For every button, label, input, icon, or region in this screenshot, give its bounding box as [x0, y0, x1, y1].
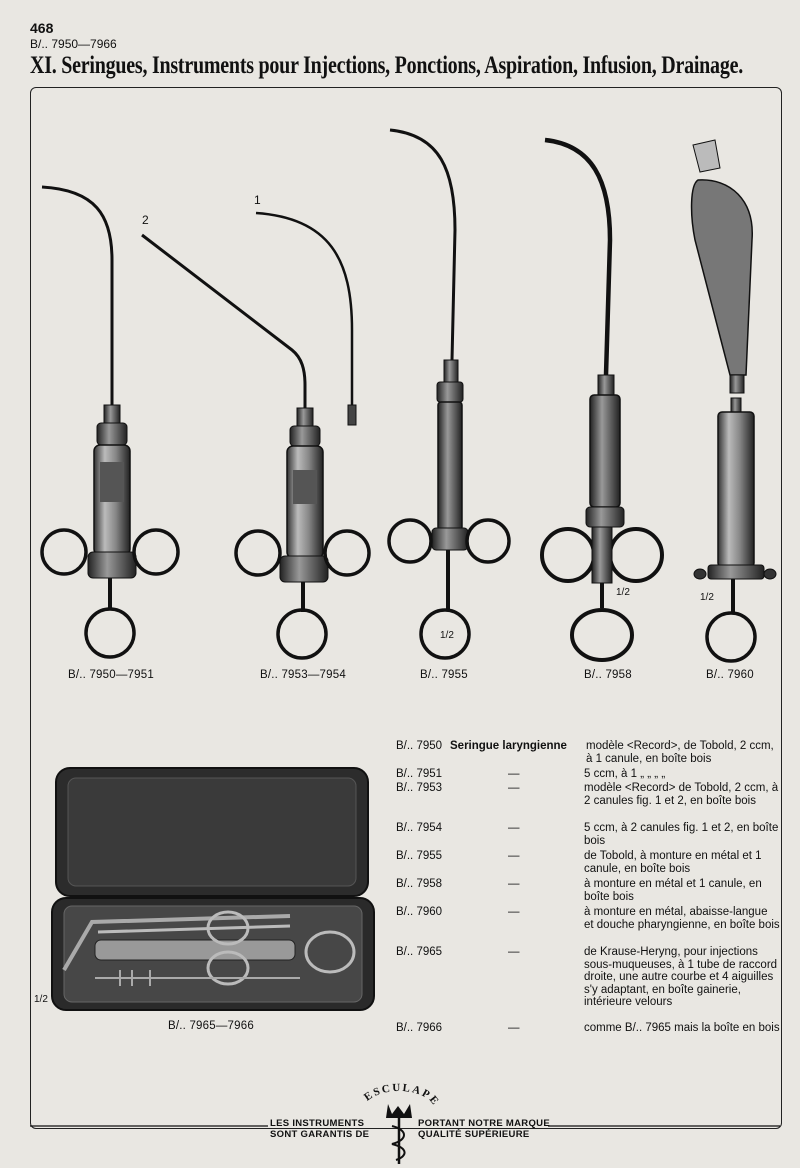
footer-right-line1: PORTANT NOTRE MARQUE — [418, 1118, 550, 1129]
page-title: XI. Seringues, Instruments pour Injections, Ponctions, Aspiration, Infusion, Drainage. — [30, 52, 743, 79]
footer-right — [418, 1118, 550, 1140]
item-dash: — — [508, 768, 520, 780]
syringe-7950-illustration — [42, 187, 178, 657]
item-text: de Tobold, à monture en métal et 1 canule, en boîte bois — [584, 850, 762, 875]
scale-label-case: 1/2 — [34, 994, 48, 1005]
item-dash: — — [508, 850, 520, 862]
item-code: B/.. 7960 — [396, 906, 443, 918]
item-code: B/.. 7955 — [396, 850, 443, 862]
item-text: 5 ccm, à 1 „ „ „ „ — [584, 768, 666, 780]
syringe-7960-illustration — [692, 140, 776, 661]
caption-7958: B/.. 7958 — [584, 669, 632, 681]
footer-right-line2: QUALITÉ SUPÉRIEURE — [418, 1129, 530, 1140]
page-number: 468 — [30, 20, 54, 36]
item-dash: — — [508, 946, 520, 958]
item-dash: — — [508, 1022, 520, 1034]
item-code: B/.. 7953 — [396, 782, 443, 794]
item-dash: — — [508, 782, 520, 794]
syringe-7958-illustration — [542, 140, 662, 660]
item-text: comme B/.. 7965 mais la boîte en bois — [584, 1022, 780, 1034]
svg-text:ESCULAPE — [362, 1082, 442, 1109]
item-text: modèle <Record>, de Tobold, 2 ccm, à 1 canule, en boîte bois — [586, 740, 774, 765]
footer-left-line1: LES INSTRUMENTS — [270, 1118, 365, 1129]
footer-left-line2: SONT GARANTIS DE — [270, 1129, 370, 1140]
syringe-7953-illustration — [142, 213, 369, 658]
item-code: B/.. 7954 — [396, 822, 443, 834]
caption-7960: B/.. 7960 — [706, 669, 754, 681]
item-code: B/.. 7950 — [396, 740, 443, 752]
caption-7953-7954: B/.. 7953—7954 — [260, 669, 346, 681]
scale-label-7958: 1/2 — [616, 587, 630, 598]
logo-text: ESCULAPE — [361, 1081, 442, 1109]
esculape-logo — [30, 1082, 780, 1164]
item-code: B/.. 7965 — [396, 946, 443, 958]
syringe-7955-illustration — [389, 130, 509, 658]
item-dash: — — [508, 906, 520, 918]
reference-range: B/.. 7950—7966 — [30, 37, 117, 51]
item-code: B/.. 7958 — [396, 878, 443, 890]
caption-7965-7966: B/.. 7965—7966 — [168, 1020, 254, 1032]
item-dash: — — [508, 878, 520, 890]
syringe-case-illustration — [52, 768, 374, 1010]
item-dash: — — [508, 822, 520, 834]
item-text: modèle <Record> de Tobold, 2 ccm, à 2 canules fig. 1 et 2, en boîte bois — [584, 782, 779, 807]
scale-label-7955: 1/2 — [440, 630, 454, 641]
item-code: B/.. 7966 — [396, 1022, 443, 1034]
caption-7950-7951: B/.. 7950—7951 — [68, 669, 154, 681]
figure-label-1: 1 — [254, 193, 261, 207]
item-text: 5 ccm, à 2 canules fig. 1 et 2, en boîte bois — [584, 822, 779, 847]
scale-label-7960: 1/2 — [700, 592, 714, 603]
item-name: Seringue laryngienne — [450, 740, 567, 752]
footer-left — [270, 1118, 369, 1140]
item-text: à monture en métal et 1 canule, en boîte bois — [584, 878, 762, 903]
item-code: B/.. 7951 — [396, 768, 443, 780]
item-text: de Krause-Heryng, pour injections sous-muqueuses, à 1 tube de raccord droite, une autre courbe et 4 aiguilles s'y adaptant, en boîte gainerie, intérieure velours — [584, 946, 778, 1009]
figure-label-2: 2 — [142, 213, 149, 227]
caption-7955: B/.. 7955 — [420, 669, 468, 681]
item-text: à monture en métal, abaisse-langue et douche pharyngienne, en boîte bois — [584, 906, 780, 931]
